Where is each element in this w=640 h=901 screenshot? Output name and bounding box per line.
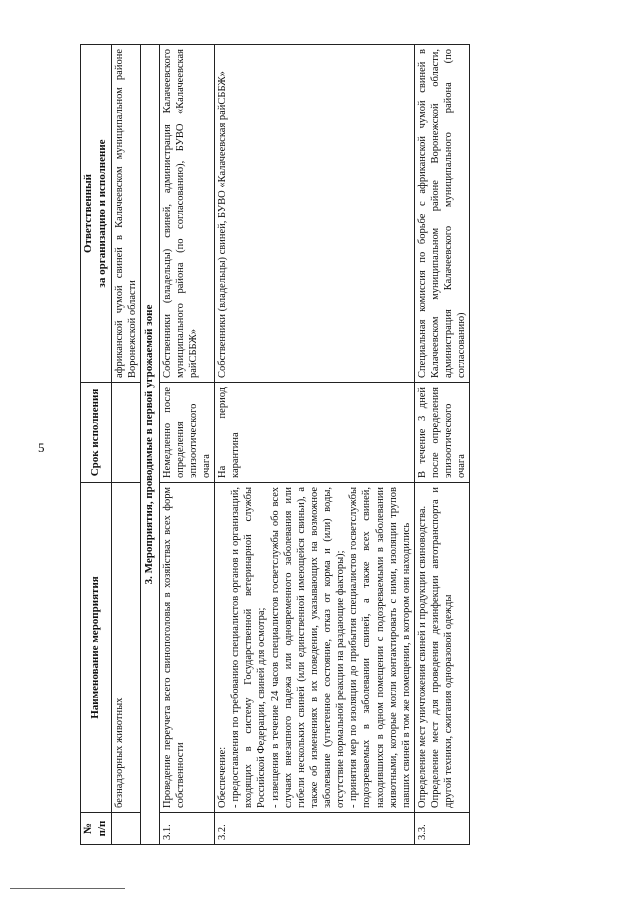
- header-resp-line1: Ответственный: [82, 173, 94, 254]
- page-number: 5: [38, 440, 45, 455]
- section-row: [140, 45, 159, 845]
- name-line: Обеспечение:: [217, 746, 228, 808]
- cell-num: [111, 813, 140, 845]
- cell-num: 3.2.: [215, 813, 415, 845]
- cell-term: Немедленно после определения эпизоотического очага: [159, 383, 215, 483]
- name-line: - извещения в течение 24 часов специалистов госветслужбы обо всех случаях внезапного падежа или одновременного заболевания или гибели нескольких свиней (или единственной имеющейся свиньи), а также об изменениях в их поведении, указывающих на возможное заболевание (угнетенное состояние, отказ от корма и (или) воды, отсутствие нормальной реакции на раздающие факторы);: [269, 487, 347, 808]
- cell-responsible: африканской чумой свиней в Калачеевском муниципальном районе Воронежской области: [111, 45, 140, 383]
- name-line: - принятия мер по изоляции до прибытия специалистов госветслужбы подозреваемых в заболевании свиней, а также всех свиней, находившихся в одном помещении с подозреваемыми в заболевании животными, которые могли контактировать с ними, изоляции трупов павших свиней в том же помещении, в котором они находились: [348, 487, 412, 808]
- footer-rule: [10, 888, 125, 889]
- table-row: [414, 45, 470, 845]
- cell-num: 3.3.: [414, 813, 470, 845]
- table-row: [159, 45, 215, 845]
- cell-name: безнадзорных животных: [111, 483, 140, 813]
- header-num: № п/п: [81, 813, 112, 845]
- cell-name: Проведение переучета всего свинопоголовья в хозяйствах всех форм собственности: [159, 483, 215, 813]
- rotated-document-table: [80, 45, 580, 845]
- cell-term: На период карантина: [215, 383, 415, 483]
- table-row-continued: [111, 45, 140, 845]
- header-term: Срок исполнения: [81, 383, 112, 483]
- header-resp-line2: за организацию и исполнение: [95, 139, 108, 288]
- cell-term: В течение 3 дней после определения эпизоотического очага: [414, 383, 470, 483]
- name-line: Определение мест уничтожения свиней и продукции свиноводства.: [416, 505, 428, 808]
- cell-responsible: Собственники (владельцы) свиней, администрация Калачеевского муниципального района (по согласованию), БУВО «Калачеевская райСББЖ»: [159, 45, 215, 383]
- cell-term: [111, 383, 140, 483]
- measures-table: [80, 44, 470, 845]
- cell-responsible: Собственники (владельцы) свиней, БУВО «Калачеевская райСББЖ»: [215, 45, 415, 383]
- name-line: - предоставления по требованию специалистов органов и организаций, входящих в систему Государственной ветеринарной службы Российской Федерации, свиней для осмотра;: [230, 487, 268, 808]
- header-name: Наименование мероприятия: [81, 483, 112, 813]
- cell-name: [414, 483, 470, 813]
- table-row: [215, 45, 415, 845]
- cell-num: 3.1.: [159, 813, 215, 845]
- name-line: Определение мест для проведения дезинфекции автотранспорта и другой техники, сжигания одноразовой одежды: [430, 487, 455, 808]
- header-responsible: [81, 45, 112, 383]
- cell-name: [215, 483, 415, 813]
- table-header-row: [81, 45, 112, 845]
- section-title: 3. Мероприятия, проводимые в первой угрожаемой зоне: [140, 45, 159, 845]
- cell-responsible: Специальная комиссия по борьбе с африканской чумой свиней в Калачеевском муниципальном районе Воронежской области, администрация Калачеевского муниципального района (по согласованию): [414, 45, 470, 383]
